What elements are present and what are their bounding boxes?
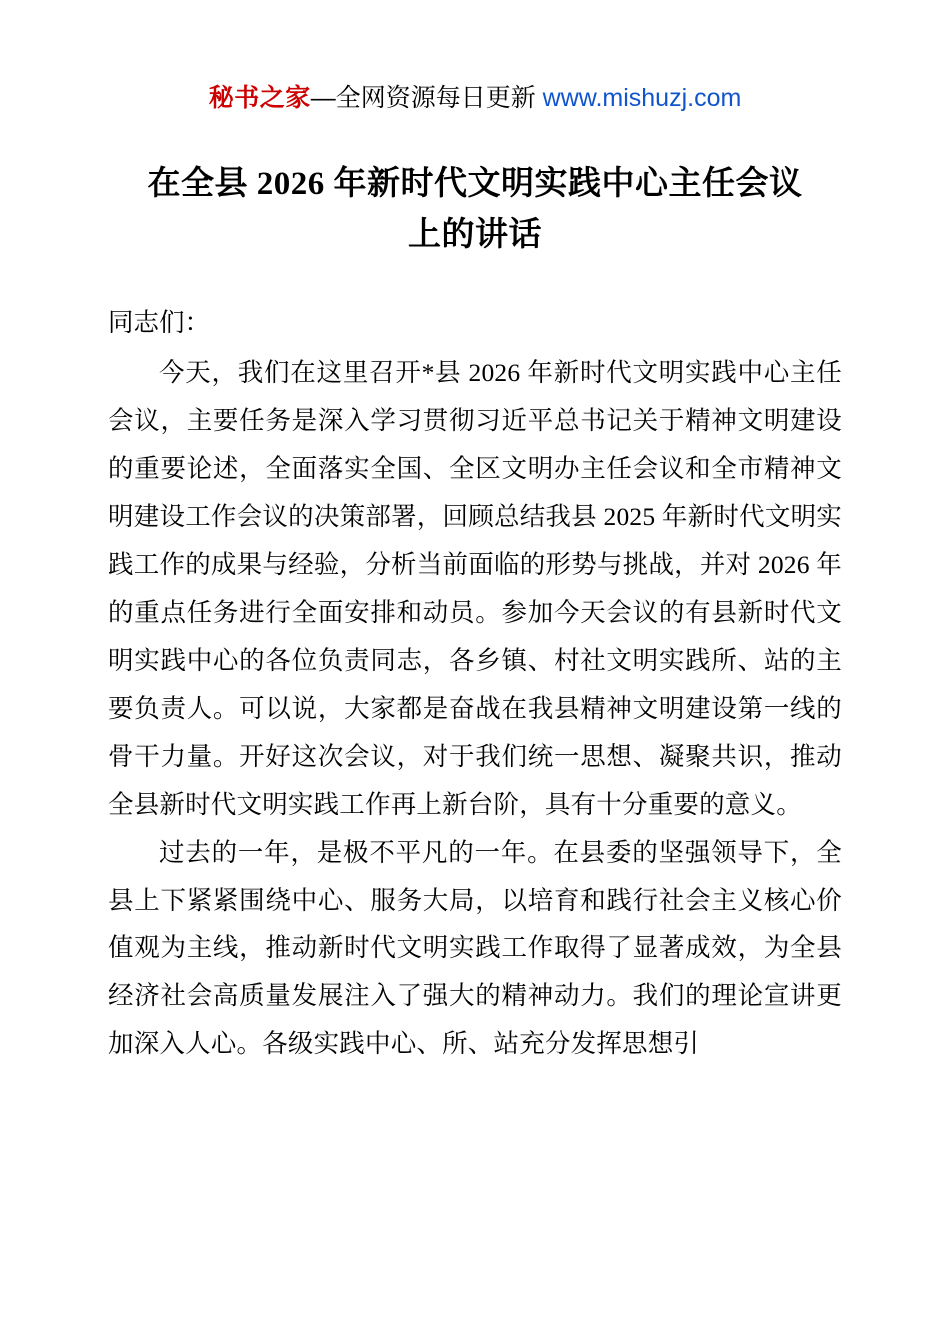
- page-title: 在全县 2026 年新时代文明实践中心主任会议上的讲话: [147, 165, 803, 253]
- site-brand-name: 秘书之家: [208, 84, 311, 112]
- body-paragraph-1: 今天，我们在这里召开*县 2026 年新时代文明实践中心主任会议，主要任务是深入学习贯彻习近平总书记关于精神文明建设的重要论述，全面落实全国、全区文明办主任会议和全市精神文明建设工作会议的决策部署，回顾总结我县 2025 年新时代文明实践工作的成果与经验，分析当前面临的形势与挑战，并对 2026 年的重点任务进行全面安排和动员。参加今天会议的有县新时代文明实践中心的各位负责同志，各乡镇、村社文明实践所、站的主要负责人。可以说，大家都是奋战在我县精神文明建设第一线的骨干力量。开好这次会议，对于我们统一思想、凝聚共识，推动全县新时代文明实践工作再上新台阶，具有十分重要的意义。: [108, 358, 842, 819]
- site-url-link[interactable]: www.mishuzj.com: [542, 84, 742, 112]
- body-paragraph-2: 过去的一年，是极不平凡的一年。在县委的坚强领导下，全县上下紧紧围绕中心、服务大局，以培育和践行社会主义核心价值观为主线，推动新时代文明实践工作取得了显著成效，为全县经济社会高质量发展注入了强大的精神动力。我们的理论宣讲更加深入人心。各级实践中心、所、站充分发挥思想引: [108, 837, 842, 1059]
- site-watermark-header: [108, 82, 842, 115]
- site-tagline: —全网资源每日更新: [310, 84, 543, 112]
- salutation-line: 同志们：: [108, 307, 211, 337]
